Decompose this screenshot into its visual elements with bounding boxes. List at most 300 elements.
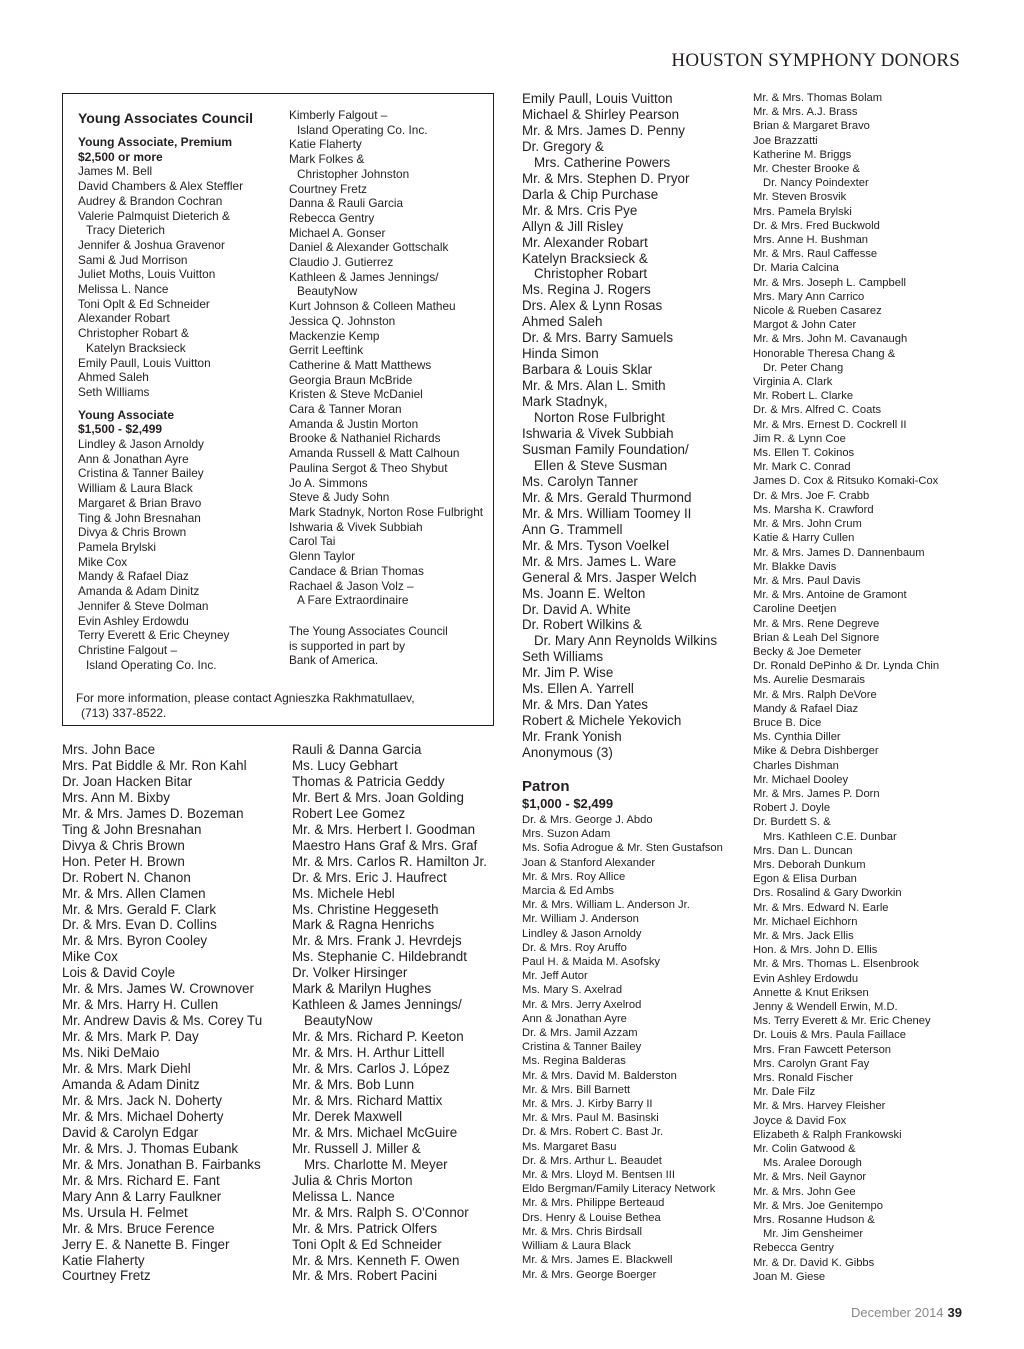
donor-name: Mr. Jeff Autor [522, 970, 588, 983]
donor-name: Jo A. Simmons [289, 475, 368, 490]
donor-name: Rebecca Gentry [289, 210, 375, 225]
donor-name: Mr. & Dr. David K. Gibbs [753, 1256, 875, 1269]
donor-name: Courtney Fretz [289, 181, 368, 196]
donor-name: Mark Stadnyk, Norton Rose Fulbright [289, 504, 484, 519]
donor-name: Mr. & Mrs. Edward N. Earle [753, 901, 889, 914]
donor-name: Mr. Jim Gensheimer [763, 1228, 864, 1241]
donor-name: Courtney Fretz [62, 1268, 151, 1284]
donor-name: Mr. & Mrs. Thomas Bolam [753, 92, 883, 104]
donor-name: Mr. Andrew Davis & Ms. Corey Tu [62, 1013, 263, 1029]
donor-name: Toni Oplt & Ed Schneider [78, 296, 210, 311]
spacer [289, 608, 483, 616]
donor-name: Dr. & Mrs. Barry Samuels [522, 330, 674, 346]
donor-column-1 [62, 742, 262, 1284]
spacer [289, 616, 483, 624]
donor-name: Hon. Peter H. Brown [62, 853, 185, 869]
donor-name: is supported in part by [289, 638, 406, 653]
donor-name: Daniel & Alexander Gottschalk [289, 240, 449, 255]
donor-name: Caroline Deetjen [753, 603, 837, 616]
donor-name: Mr. & Mrs. James D. Penny [522, 122, 685, 138]
donor-name: Christopher Johnston [297, 166, 410, 181]
donor-name: Mrs. Suzon Adam [522, 828, 611, 841]
donor-name: Mr. & Mrs. Jack N. Doherty [62, 1092, 222, 1108]
donor-name: Bruce B. Dice [753, 716, 822, 729]
donor-name: Ms. Marsha K. Crawford [753, 503, 874, 516]
donor-name: Christopher Robart & [78, 326, 189, 341]
donor-name: Mr. & Mrs. John Crum [753, 518, 862, 531]
donor-name: Dr. & Mrs. Evan D. Collins [62, 917, 217, 933]
donor-name: Dr. Joan Hacken Bitar [62, 773, 193, 789]
donor-name: Jennifer & Steve Dolman [78, 598, 209, 613]
donor-name: Ms. Aurelie Desmarais [753, 674, 865, 687]
donor-name: Mr. & Mrs. Robert Pacini [292, 1268, 438, 1284]
level-heading: $1,500 - $2,499 [78, 422, 163, 437]
donor-name: Michael & Shirley Pearson [522, 106, 680, 122]
donor-name: Toni Oplt & Ed Schneider [292, 1236, 442, 1252]
donor-name: Mr. Alexander Robart [522, 234, 648, 250]
donor-name: Jerry E. & Nanette B. Finger [62, 1236, 230, 1252]
donor-name: Mrs. Ann M. Bixby [62, 789, 170, 805]
donor-name: Brooke & Nathaniel Richards [289, 431, 441, 446]
donor-name: Mike Cox [78, 554, 128, 569]
level-heading: $2,500 or more [78, 149, 163, 164]
donor-name: Jennifer & Joshua Gravenor [78, 237, 225, 252]
donor-name: Alexander Robart [78, 311, 170, 326]
donor-name: Mr. & Mrs. Cris Pye [522, 202, 638, 218]
box-right-column [289, 108, 483, 668]
page-footer [851, 1305, 962, 1320]
donor-name: Emily Paull, Louis Vuitton [78, 355, 211, 370]
donor-name: Barbara & Louis Sklar [522, 362, 653, 378]
donor-name: Mr. & Mrs. James D. Bozeman [62, 805, 244, 821]
donor-name: Dr. Maria Calcina [753, 262, 839, 275]
donor-name: Ms. Sofia Adrogue & Mr. Sten Gustafson [522, 842, 723, 855]
donor-name: Steve & Judy Sohn [289, 490, 390, 505]
donor-name: Mrs. Pat Biddle & Mr. Ron Kahl [62, 757, 247, 773]
donor-name: Seth Williams [78, 384, 150, 399]
donor-name: Mrs. Kathleen C.E. Dunbar [763, 830, 897, 843]
donor-name: Annette & Knut Eriksen [753, 986, 869, 999]
box-title: Young Associates Council [78, 110, 254, 126]
donor-name: Ms. Ellen T. Cokinos [753, 447, 855, 460]
donor-name: Ann & Jonathan Ayre [78, 451, 189, 466]
donor-name: Mr. Steven Brosvik [753, 191, 847, 204]
patron-heading: Patron [522, 778, 570, 795]
donor-name: BeautyNow [304, 1013, 373, 1029]
donor-name: Dr. & Mrs. Alfred C. Coats [753, 404, 882, 417]
donor-name: Charles Dishman [753, 759, 839, 772]
donor-name: Mike & Debra Dishberger [753, 745, 879, 758]
donor-name: Cara & Tanner Moran [289, 402, 402, 417]
donor-name: Mrs. Rosanne Hudson & [753, 1214, 875, 1227]
donor-name: Cristina & Tanner Bailey [522, 1041, 642, 1054]
donor-name: Kathleen & James Jennings/ [292, 997, 462, 1013]
donor-name: Dr. Burdett S. & [753, 816, 831, 829]
donor-name: Ms. Ellen A. Yarrell [522, 681, 634, 697]
donor-name: Mrs. Catherine Powers [534, 154, 671, 170]
donor-name: Mandy & Rafael Diaz [753, 702, 859, 715]
donor-name: Seth Williams [522, 649, 604, 665]
donor-name: Dr. Robert N. Chanon [62, 869, 191, 885]
donor-name: Mr. & Mrs. Joe Genitempo [753, 1199, 883, 1212]
donor-name: Catherine & Matt Matthews [289, 357, 432, 372]
donor-name: Valerie Palmquist Dieterich & [78, 208, 230, 223]
donor-name: Mr. & Mrs. Roy Allice [522, 870, 626, 883]
donor-name: Mrs. Charlotte M. Meyer [304, 1156, 448, 1172]
donor-name: Ann & Jonathan Ayre [522, 1012, 627, 1025]
donor-name: Georgia Braun McBride [289, 372, 413, 387]
donor-name: Ting & John Bresnahan [62, 821, 202, 837]
donor-name: Ms. Michele Hebl [292, 885, 395, 901]
donor-name: Mr. Frank Yonish [522, 729, 622, 745]
donor-name: Mrs. Ronald Fischer [753, 1072, 854, 1085]
donor-name: Dr. Volker Hirsinger [292, 965, 408, 981]
donor-name: General & Mrs. Jasper Welch [522, 569, 697, 585]
donor-name: Katherine M. Briggs [753, 148, 852, 161]
donor-name: Elizabeth & Ralph Frankowski [753, 1128, 902, 1141]
donor-name: Mr. & Mrs. Ralph S. O'Connor [292, 1204, 469, 1220]
donor-name: Michael A. Gonser [289, 225, 386, 240]
spacer [78, 400, 243, 408]
box-contact-note [76, 691, 415, 721]
donor-name: Ms. Margaret Basu [522, 1140, 617, 1153]
donor-name: Mr. & Mrs. Lloyd M. Bentsen III [522, 1169, 675, 1182]
contact-line: For more information, please contact Agnieszka Rakhmatullaev, [76, 691, 415, 705]
donor-name: Mr. & Mrs. Chris Birdsall [522, 1225, 642, 1238]
donor-name: Divya & Chris Brown [62, 837, 185, 853]
donor-name: Joe Brazzatti [753, 134, 818, 147]
donor-name: Katelyn Bracksieck [86, 340, 186, 355]
donor-name: Mr. & Mrs. Allen Clamen [62, 885, 206, 901]
donor-name: Dr. & Mrs. Eric J. Haufrect [292, 869, 447, 885]
donor-name: Mr. & Mrs. Richard E. Fant [62, 1172, 220, 1188]
donor-name: Mr. & Mrs. H. Arthur Littell [292, 1045, 445, 1061]
donor-name: Mr. & Mrs. Alan L. Smith [522, 378, 666, 394]
donor-name: Ms. Ursula H. Felmet [62, 1204, 188, 1220]
donor-name: Dr. Peter Chang [763, 361, 844, 374]
donor-name: Island Operating Co. Inc. [297, 122, 428, 137]
donor-name: Mr. & Mrs. Joseph L. Campbell [753, 276, 906, 289]
donor-name: Pamela Brylski [78, 539, 157, 554]
donor-name: Katelyn Bracksieck & [522, 250, 648, 266]
donor-name: Ahmed Saleh [78, 370, 149, 385]
donor-name: Kathleen & James Jennings/ [289, 269, 439, 284]
donor-name: Dr. Ronald DePinho & Dr. Lynda Chin [753, 660, 940, 673]
donor-name: Mr. & Mrs. Raul Caffesse [753, 248, 878, 261]
donor-name: Mr. & Mrs. James W. Crownover [62, 981, 254, 997]
donor-name: Ms. Carolyn Tanner [522, 473, 638, 489]
donor-name: Mr. & Mrs. James L. Ware [522, 553, 677, 569]
box-left-column [78, 135, 243, 672]
donor-name: Drs. Rosalind & Gary Dworkin [753, 887, 902, 900]
donor-name: Mike Cox [62, 949, 118, 965]
donor-name: Mrs. Carolyn Grant Fay [753, 1057, 870, 1070]
donor-name: Mr. & Mrs. John Gee [753, 1185, 856, 1198]
donor-name: Dr. & Mrs. Fred Buckwold [753, 219, 880, 232]
donor-name: Ishwaria & Vivek Subbiah [289, 519, 423, 534]
donor-name: Mr. & Mrs. James E. Blackwell [522, 1254, 673, 1267]
donor-name: Joan M. Giese [753, 1270, 826, 1283]
donor-name: Divya & Chris Brown [78, 525, 187, 540]
donor-name: A Fare Extraordinaire [297, 593, 409, 608]
patron-range: $1,000 - $2,499 [522, 796, 614, 811]
donor-name: Ms. Terry Everett & Mr. Eric Cheney [753, 1015, 931, 1028]
donor-name: Dr. & Mrs. Roy Aruffo [522, 941, 627, 954]
donor-name: Rachael & Jason Volz – [289, 578, 414, 593]
donor-name: Mr. & Mrs. David M. Balderston [522, 1069, 677, 1082]
donor-name: Mr. & Mrs. J. Kirby Barry II [522, 1098, 653, 1111]
donor-name: Mrs. Deborah Dunkum [753, 858, 866, 871]
donor-name: Mr. & Mrs. Bruce Ference [62, 1220, 215, 1236]
donor-name: William & Laura Black [522, 1240, 631, 1253]
donor-name: Mr. & Mrs. Jonathan B. Fairbanks [62, 1156, 261, 1172]
donor-name: Mr. & Mrs. Antoine de Gramont [753, 589, 907, 602]
donor-name: Mr. & Mrs. Dan Yates [522, 697, 649, 713]
donor-name: Robert & Michele Yekovich [522, 713, 682, 729]
donor-name: Honorable Theresa Chang & [753, 347, 896, 360]
donor-name: Mr. & Mrs. Tyson Voelkel [522, 537, 670, 553]
donor-name: Dr. Gregory & [522, 138, 604, 154]
donor-name: Mr. & Mrs. Bob Lunn [292, 1077, 415, 1093]
donor-name: Mr. & Mrs. Harvey Fleisher [753, 1100, 886, 1113]
donor-name: Margot & John Cater [753, 319, 857, 332]
donor-name: Ms. Joann E. Welton [522, 585, 646, 601]
donor-name: Kurt Johnson & Colleen Matheu [289, 299, 456, 314]
donor-name: Rauli & Danna Garcia [292, 742, 422, 757]
donor-name: Mrs. Dan L. Duncan [753, 844, 853, 857]
donor-name: Dr. & Mrs. George J. Abdo [522, 814, 653, 826]
donor-name: Mary Ann & Larry Faulkner [62, 1188, 222, 1204]
donor-name: Ting & John Bresnahan [78, 510, 201, 525]
donor-name: Candace & Brian Thomas [289, 563, 424, 578]
donor-name: Dr. Louis & Mrs. Paula Faillace [753, 1029, 906, 1042]
donor-name: Mr. & Mrs. George Boerger [522, 1268, 657, 1281]
donor-name: Ms. Regina Balderas [522, 1055, 626, 1068]
donor-name: Christopher Robart [534, 266, 648, 282]
donor-name: Christine Falgout – [78, 642, 178, 657]
donor-name: Dr. Robert Wilkins & [522, 617, 642, 633]
donor-name: James D. Cox & Ritsuko Komaki-Cox [753, 475, 939, 488]
donor-name: Mr. & Mrs. Ralph DeVore [753, 688, 877, 701]
donor-name: Ms. Mary S. Axelrad [522, 984, 623, 997]
patron-column [522, 813, 723, 1282]
donor-name: Mr. & Mrs. Jerry Axelrod [522, 998, 642, 1011]
donor-name: Mr. & Mrs. Carlos R. Hamilton Jr. [292, 853, 487, 869]
donor-name: Amanda & Adam Dinitz [78, 584, 200, 599]
donor-name: Dr. & Mrs. Robert C. Bast Jr. [522, 1126, 664, 1139]
donor-name: Sami & Jud Morrison [78, 252, 188, 267]
donor-name: Kimberly Falgout – [289, 108, 388, 122]
donor-name: Amanda & Adam Dinitz [62, 1077, 200, 1093]
donor-name: Drs. Alex & Lynn Rosas [522, 298, 663, 314]
donor-name: Mr. & Mrs. Paul Davis [753, 574, 861, 587]
donor-name: Mr. & Mrs. Byron Cooley [62, 933, 208, 949]
donor-name: Thomas & Patricia Geddy [292, 773, 445, 789]
donor-name: Rebecca Gentry [753, 1242, 834, 1255]
donor-column-3 [522, 91, 717, 761]
donor-name: Paul H. & Maida M. Asofsky [522, 956, 661, 969]
donor-name: Mr. & Mrs. J. Thomas Eubank [62, 1140, 239, 1156]
donor-name: Ms. Aralee Dorough [763, 1157, 862, 1170]
donor-name: Mark & Marilyn Hughes [292, 981, 432, 997]
donor-name: Mr. & Mrs. Herbert I. Goodman [292, 821, 476, 837]
donor-name: Mr. & Mrs. Mark P. Day [62, 1029, 199, 1045]
donor-name: The Young Associates Council [289, 623, 448, 638]
donor-name: Melissa L. Nance [78, 282, 169, 297]
donor-name: Brian & Leah Del Signore [753, 631, 880, 644]
donor-name: Ms. Cynthia Diller [753, 731, 841, 744]
donor-name: Egon & Elisa Durban [753, 873, 857, 886]
donor-name: Katie Flaherty [62, 1252, 145, 1268]
donor-name: Paulina Sergot & Theo Shybut [289, 460, 448, 475]
donor-name: Bank of America. [289, 653, 379, 668]
donor-name: Mr. & Mrs. Gerald F. Clark [62, 901, 217, 917]
donor-name: William & Laura Black [78, 481, 193, 496]
donor-name: Mr. & Mrs. Philippe Berteaud [522, 1197, 665, 1210]
donor-name: Joan & Stanford Alexander [522, 856, 656, 869]
level-heading: Young Associate [78, 407, 175, 422]
donor-name: Mackenzie Kemp [289, 328, 380, 343]
donor-name: Margaret & Brian Bravo [78, 495, 202, 510]
donor-name: Nicole & Rueben Casarez [753, 305, 882, 318]
donor-name: Mr. Derek Maxwell [292, 1108, 403, 1124]
donor-name: Susman Family Foundation/ [522, 441, 689, 457]
donor-name: Allyn & Jill Risley [522, 218, 624, 234]
donor-name: BeautyNow [297, 284, 358, 299]
donor-name: Island Operating Co. Inc. [86, 657, 217, 672]
donor-name: Mark Stadnyk, [522, 394, 608, 410]
donor-name: Danna & Rauli Garcia [289, 196, 404, 211]
donor-name: Ms. Niki DeMaio [62, 1045, 160, 1061]
donor-name: Mr. & Mrs. John M. Cavanaugh [753, 333, 908, 346]
donor-name: Katie Flaherty [289, 137, 362, 152]
donor-name: Mark & Ragna Henrichs [292, 917, 435, 933]
donor-name: Mr. Bert & Mrs. Joan Golding [292, 789, 464, 805]
donor-name: David Chambers & Alex Steffler [78, 179, 244, 194]
donor-name: Audrey & Brandon Cochran [78, 193, 223, 208]
donor-name: Mr. Russell J. Miller & [292, 1140, 421, 1156]
donor-name: Ms. Stephanie C. Hildebrandt [292, 949, 467, 965]
donor-name: Mr. & Mrs. Thomas L. Elsenbrook [753, 958, 919, 971]
donor-name: Ishwaria & Vivek Subbiah [522, 426, 674, 442]
donor-name: Katie & Harry Cullen [753, 532, 855, 545]
donor-name: Eldo Bergman/Family Literacy Network [522, 1183, 716, 1196]
donor-name: Mr. Blakke Davis [753, 560, 837, 573]
donor-name: Lindley & Jason Arnoldy [78, 437, 204, 452]
donor-name: Ms. Christine Heggeseth [292, 901, 439, 917]
donor-name: Becky & Joe Demeter [753, 645, 862, 658]
donor-name: Terry Everett & Eric Cheyney [78, 628, 230, 643]
donor-name: Carol Tai [289, 534, 336, 549]
donor-name: Dr. & Mrs. Arthur L. Beaudet [522, 1154, 662, 1167]
donor-name: Mr. & Mrs. Mark Diehl [62, 1061, 191, 1077]
donor-name: Mr. Michael Dooley [753, 773, 849, 786]
donor-name: Robert J. Doyle [753, 802, 831, 815]
donor-name: Kristen & Steve McDaniel [289, 387, 423, 402]
donor-name: Anonymous (3) [522, 745, 613, 761]
donor-name: Mr. Mark C. Conrad [753, 461, 851, 474]
donor-name: Mr. & Mrs. Ernest D. Cockrell II [753, 418, 907, 431]
donor-name: Maestro Hans Graf & Mrs. Graf [292, 837, 478, 853]
donor-name: Emily Paull, Louis Vuitton [522, 91, 673, 106]
contact-phone: (713) 337-8522. [81, 706, 167, 720]
donor-name: Virginia A. Clark [753, 376, 833, 389]
donor-name: Mr. Dale Filz [753, 1086, 816, 1099]
donor-name: Mrs. John Bace [62, 742, 156, 757]
donor-name: Mr. & Mrs. Richard Mattix [292, 1092, 443, 1108]
page-number: 39 [947, 1305, 962, 1320]
donor-name: Mr. William J. Anderson [522, 913, 639, 926]
donor-name: James M. Bell [78, 164, 153, 179]
donor-name: Ahmed Saleh [522, 314, 603, 330]
donor-name: Amanda & Justin Morton [289, 416, 419, 431]
donor-name: Ann G. Trammell [522, 521, 623, 537]
donor-name: Mr. & Mrs. Rene Degreve [753, 617, 880, 630]
donor-name: Dr. Mary Ann Reynolds Wilkins [534, 633, 718, 649]
donor-column-2 [292, 742, 487, 1284]
page-header-title: HOUSTON SYMPHONY DONORS [671, 50, 960, 71]
donor-name: Mr. Michael Eichhorn [753, 915, 858, 928]
donor-name: Jenny & Wendell Erwin, M.D. [753, 1001, 898, 1013]
donor-name: Mr. & Mrs. Paul M. Basinski [522, 1112, 659, 1125]
donor-name: Mr. & Mrs. James P. Dorn [753, 787, 880, 800]
donor-name: Ms. Lucy Gebhart [292, 757, 398, 773]
donor-name: Ms. Regina J. Rogers [522, 282, 651, 298]
donor-name: Mrs. Pamela Brylski [753, 205, 852, 218]
donor-name: Mr. & Mrs. Kenneth F. Owen [292, 1252, 460, 1268]
donor-name: Brian & Margaret Bravo [753, 120, 870, 133]
donor-name: Ellen & Steve Susman [534, 457, 668, 473]
donor-name: Evin Ashley Erdowdu [78, 613, 189, 628]
donor-name: Julia & Chris Morton [292, 1172, 413, 1188]
donor-name: Mr. & Mrs. William Toomey II [522, 505, 692, 521]
level-heading: Young Associate, Premium [78, 135, 233, 149]
donor-name: Mr. & Mrs. William L. Anderson Jr. [522, 899, 690, 912]
donor-name: Lindley & Jason Arnoldy [522, 927, 642, 940]
donor-name: Dr. Nancy Poindexter [763, 177, 869, 190]
donor-name: Mandy & Rafael Diaz [78, 569, 189, 584]
donor-name: Juliet Moths, Louis Vuitton [78, 267, 216, 282]
donor-name: Mr. & Mrs. Neil Gaynor [753, 1171, 867, 1184]
donor-name: Gerrit Leeftink [289, 343, 364, 358]
donor-name: Mr. & Mrs. Stephen D. Pryor [522, 170, 690, 186]
donor-name: Mrs. Fran Fawcett Peterson [753, 1043, 892, 1056]
donor-name: Mr. & Mrs. Gerald Thurmond [522, 489, 692, 505]
donor-name: Melissa L. Nance [292, 1188, 395, 1204]
donor-name: Mr. & Mrs. Richard P. Keeton [292, 1029, 464, 1045]
donor-name: Dr. & Mrs. Jamil Azzam [522, 1027, 638, 1040]
donor-name: Hinda Simon [522, 346, 599, 362]
donor-name: Glenn Taylor [289, 549, 356, 564]
donor-name: Lois & David Coyle [62, 965, 176, 981]
donor-column-4 [753, 91, 939, 1284]
donor-name: Mr. & Mrs. Frank J. Hevrdejs [292, 933, 462, 949]
donor-name: Marcia & Ed Ambs [522, 885, 615, 898]
donor-name: Claudio J. Gutierrez [289, 255, 394, 270]
donor-name: Hon. & Mrs. John D. Ellis [753, 944, 878, 957]
donor-name: Robert Lee Gomez [292, 805, 406, 821]
donor-name: David & Carolyn Edgar [62, 1124, 199, 1140]
donor-name: Mr. & Mrs. Bill Barnett [522, 1083, 631, 1096]
donor-name: Mr. & Mrs. A.J. Brass [753, 106, 858, 119]
donor-name: Mr. & Mrs. Jack Ellis [753, 929, 854, 942]
donor-name: Mr. & Mrs. Michael McGuire [292, 1124, 458, 1140]
donor-name: Jim R. & Lynn Coe [753, 432, 846, 445]
donor-name: Jessica Q. Johnston [289, 313, 396, 328]
donor-name: Mrs. Mary Ann Carrico [753, 290, 865, 303]
donor-name: Norton Rose Fulbright [534, 410, 665, 426]
donor-name: Joyce & David Fox [753, 1114, 847, 1127]
